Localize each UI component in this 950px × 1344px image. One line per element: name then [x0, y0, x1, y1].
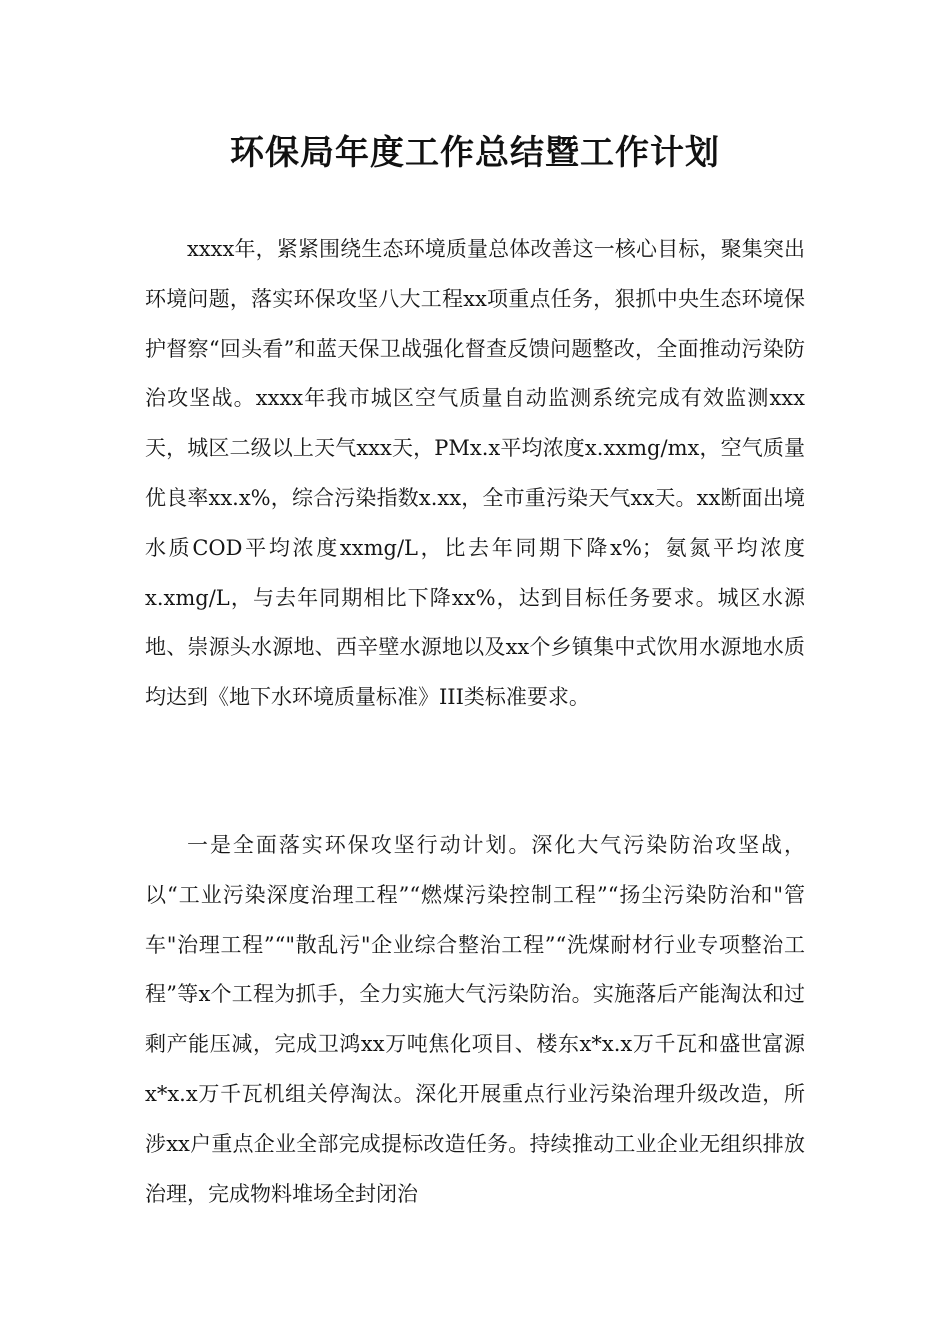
paragraph-section-one: 一是全面落实环保攻坚行动计划。深化大气污染防治攻坚战，以“工业污染深度治理工程”“燃煤污染控制工程”“扬尘污染防治和"管车"治理工程”“"散乱污"企业综合整治工程”“洗煤耐材行业专项整治工程”等x个工程为抓手，全力实施大气污染防治。实施落后产能淘汰和过剩产能压减，完成卫鸿xx万吨焦化项目、楼东x*x.x万千瓦和盛世富源x*x.x万千瓦机组关停淘汰。深化开展重点行业污染治理升级改造，所涉xx户重点企业全部完成提标改造任务。持续推动工业企业无组织排放治理，完成物料堆场全封闭治 — [145, 833, 805, 1206]
document-title: 环保局年度工作总结暨工作计划 — [230, 133, 720, 173]
paragraph-summary: xxxx年，紧紧围绕生态环境质量总体改善这一核心目标，聚集突出环境问题，落实环保攻坚八大工程xx项重点任务，狠抓中央生态环境保护督察“回头看”和蓝天保卫战强化督查反馈问题整改，全面推动污染防治攻坚战。xxxx年我市城区空气质量自动监测系统完成有效监测xxx天，城区二级以上天气xxx天，PMx.x平均浓度x.xxmg/mx，空气质量优良率xx.x%，综合污染指数x.xx，全市重污染天气xx天。xx断面出境水质COD平均浓度xxmg/L，比去年同期下降x%；氨氮平均浓度x.xmg/L，与去年同期相比下降xx%，达到目标任务要求。城区水源地、崇源头水源地、西辛壁水源地以及xx个乡镇集中式饮用水源地水质均达到《地下水环境质量标准》III类标准要求。 — [145, 237, 805, 710]
